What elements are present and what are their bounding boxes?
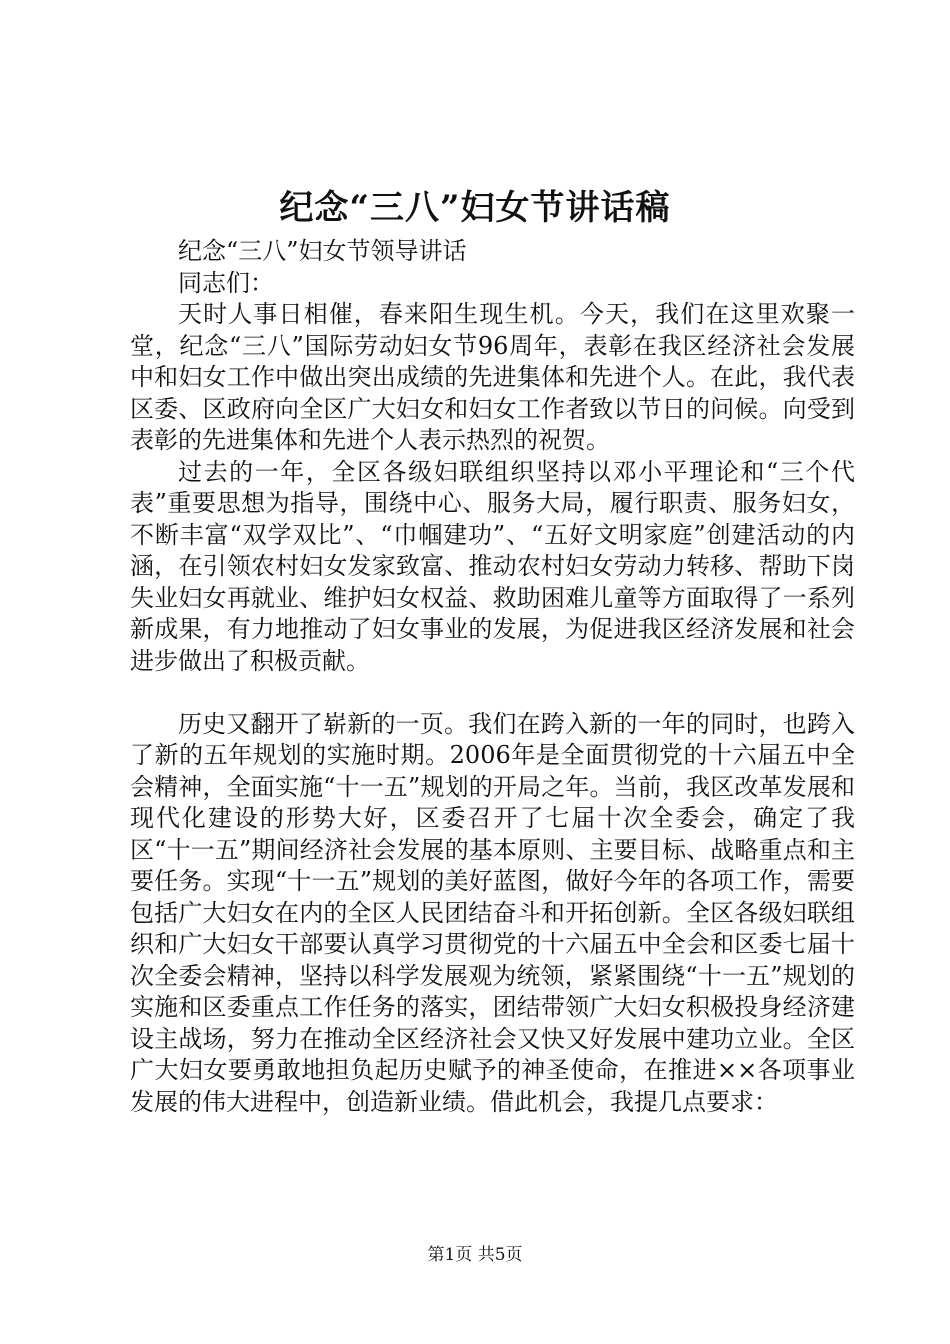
body-paragraph: 历史又翻开了崭新的一页。我们在跨入新的一年的同时，也跨入了新的五年规划的实施时期。2006年是全面贯彻党的十六届五中全会精神，全面实施“十一五”规划的开局之年。当前，我区改革发展和现代化建设的形势大好，区委召开了七届十次全委会，确定了我区“十一五”期间经济社会发展的基本原则、主要目标、战略重点和主要任务。实现“十一五”规划的美好蓝图，做好今年的各项工作，需要包括广大妇女在内的全区人民团结奋斗和开拓创新。全区各级妇联组织和广大妇女干部要认真学习贯彻党的十六届五中全会和区委七届十次全委会精神，坚持以科学发展观为统领，紧紧围绕“十一五”规划的实施和区委重点工作任务的落实，团结带领广大妇女积极投身经济建设主战场，努力在推动全区经济社会又快又好发展中建功立业。全区广大妇女要勇敢地担负起历史赋予的神圣使命，在推进××各项事业发展的伟大进程中，创造新业绩。借此机会，我提几点要求： — [130, 709, 855, 1116]
page-number-footer: 第1页 共5页 — [427, 1245, 523, 1265]
salutation-paragraph: 同志们： — [178, 268, 274, 297]
document-title: 纪念“三八”妇女节讲话稿 — [279, 188, 671, 228]
document-body — [130, 236, 855, 1118]
subtitle-paragraph: 纪念“三八”妇女节领导讲话 — [178, 237, 467, 265]
body-paragraph: 过去的一年，全区各级妇联组织坚持以邓小平理论和“三个代表”重要思想为指导，围绕中心、服务大局，履行职责、服务妇女，不断丰富“双学双比”、“巾帼建功”、“五好文明家庭”创建活动的内涵，在引领农村妇女发家致富、推动农村妇女劳动力转移、帮助下岗失业妇女再就业、维护妇女权益、救助困难儿童等方面取得了一系列新成果，有力地推动了妇女事业的发展，为促进我区经济发展和社会进步做出了积极贡献。 — [130, 457, 855, 675]
body-paragraph: 天时人事日相催，春来阳生现生机。今天，我们在这里欢聚一堂，纪念“三八”国际劳动妇女节96周年，表彰在我区经济社会发展中和妇女工作中做出突出成绩的先进集体和先进个人。在此，我代表区委、区政府向全区广大妇女和妇女工作者致以节日的问候。向受到表彰的先进集体和先进个人表示热烈的祝贺。 — [130, 300, 855, 454]
